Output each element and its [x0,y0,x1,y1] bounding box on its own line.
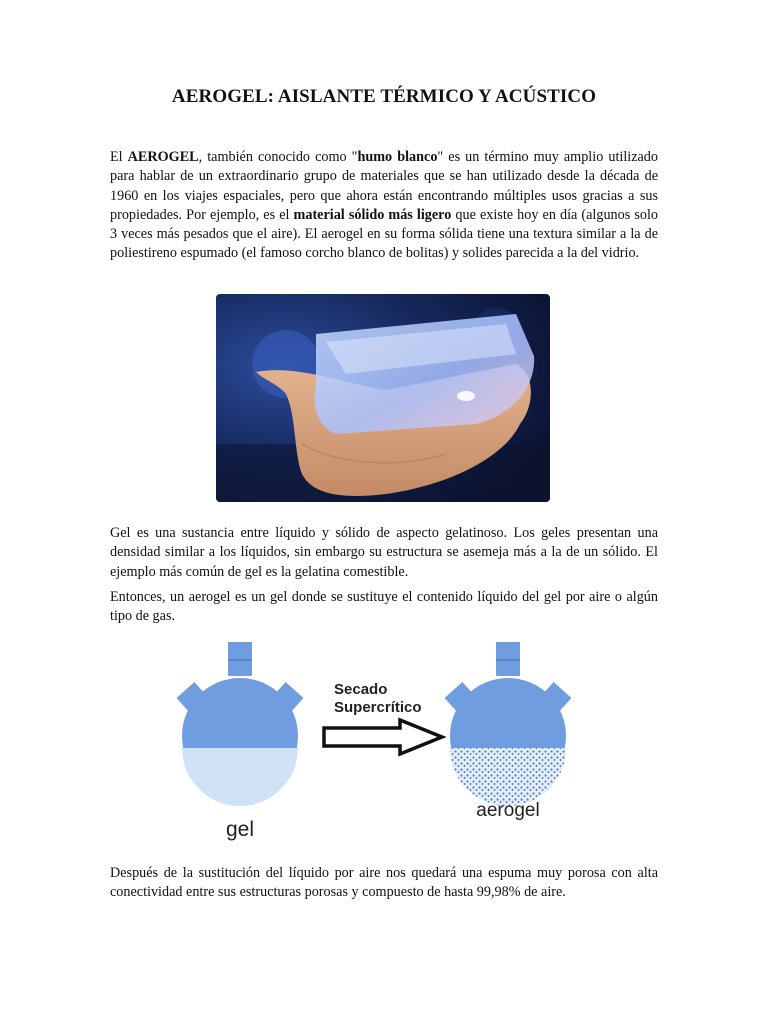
intro-paragraph [110,148,658,264]
aerogel-contents [450,748,566,806]
aerogel-flask-neck [496,642,520,676]
gel-label: gel [225,818,255,841]
supercritical-drying-diagram [160,636,600,846]
gel-paragraph: Gel es una sustancia entre líquido y sólido de aspecto gelatinoso. Los geles presentan una densidad similar a los líquidos, sin embargo su estructura se asemeja más a la de un sólido. El ejemplo más común de gel es la gelatina comestible. [110,525,658,580]
intro-bold-aerogel: AEROGEL [127,149,199,165]
aerogel-flask-icon [445,642,572,806]
intro-text-1: El [110,149,128,165]
conclusion-paragraph: Después de la sustitución del líquido por aire nos quedará una espuma muy porosa con alta conectividad entre sus estructuras porosas y compuesto de hasta 99,98% de aire. [110,865,658,901]
intro-text-2: , también conocido como " [198,149,358,165]
arrow-label-line1: Secado [334,681,388,698]
intro-text-4: que existe hoy en día (algunos solo 3 veces más pesados que el aire). El aerogel en su forma sólida tiene una textura similar a la de poliestireno espumado (el famoso corcho blanco de bolitas) y solides parecida a la del vidrio. [110,206,659,262]
intro-bold-material: material sólido más ligero [293,206,452,223]
aerogel-hand-photo [216,294,550,502]
arrow-label-line2: Supercrítico [334,699,422,716]
aerogel-definition-paragraph: Entonces, un aerogel es un gel donde se sustituye el contenido líquido del gel por aire o algún tipo de gas. [110,589,658,625]
gel-flask-neck [228,642,252,676]
gel-flask-icon [177,642,304,806]
aerogel-label: aerogel [476,800,540,821]
intro-text-3: " es un término muy amplio utilizado para hablar de un extraordinario grupo de materiales que se han utilizado desde la década de 1960 en los viajes espaciales, pero que ahora están encontrando múltiples usos gracias a sus propiedades. Por ejemplo, es el [110,149,658,223]
arrow-right-icon [324,720,442,754]
intro-bold-humo-blanco: humo blanco [357,149,438,165]
aerogel-photo-illustration [216,294,550,502]
gel-contents [182,748,298,806]
page-title: AEROGEL: AISLANTE TÉRMICO Y ACÚSTICO [171,86,597,107]
